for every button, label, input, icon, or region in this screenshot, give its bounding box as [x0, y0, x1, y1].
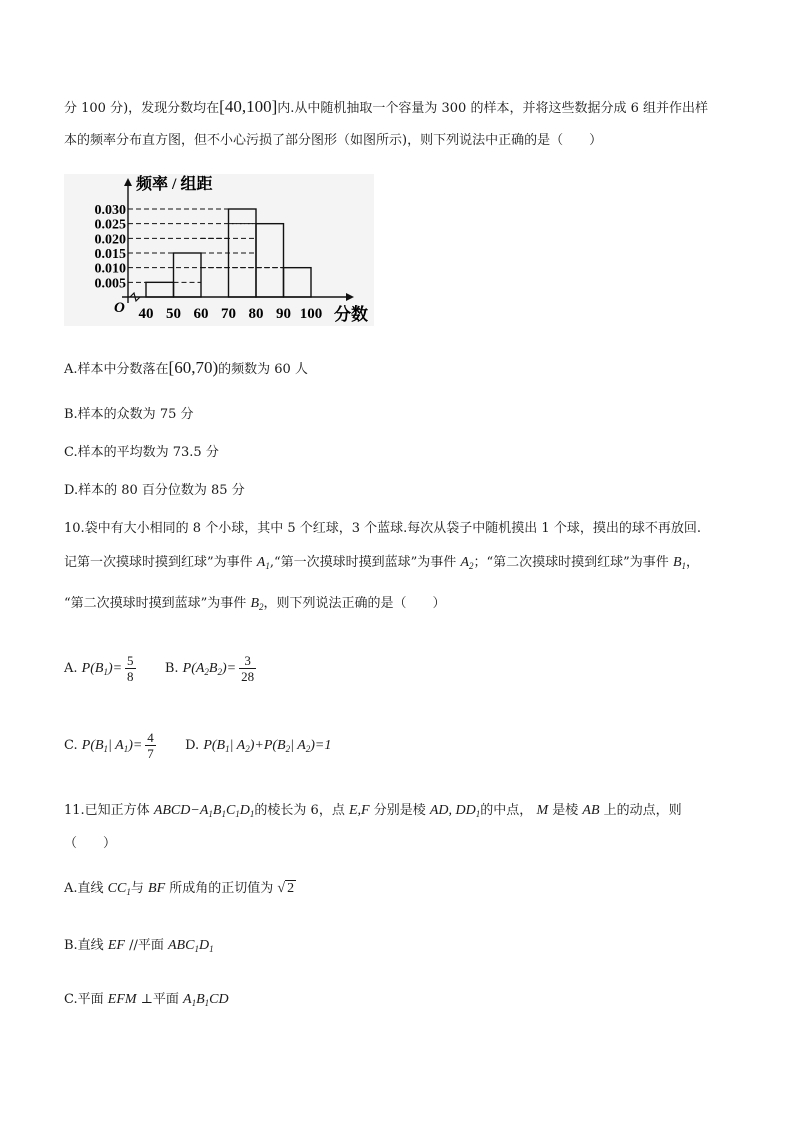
q11-text-a: 11.已知正方体 [64, 803, 150, 818]
q11-option-a [64, 879, 296, 902]
q10-text-a: 记第一次摸球时摸到红球”为事件 [64, 555, 253, 570]
q10-option-d-label: D. [185, 738, 200, 753]
q11-option-c-text: C.平面 [64, 992, 104, 1007]
y-tick-label: 0.015 [94, 247, 126, 262]
x-tick-label: 100 [299, 306, 323, 322]
event-b1: $B_1$ [672, 555, 686, 571]
q11-option-b-text: B.直线 [64, 938, 104, 953]
x-axis-title: 分数 [334, 305, 368, 324]
q9-intro-line-1 [64, 97, 708, 119]
point-m: M [536, 803, 549, 818]
q11-option-c [64, 990, 229, 1013]
q10-option-c-label: C. [64, 738, 78, 753]
q10-line-2 [64, 553, 699, 576]
plane-abc1d1: $ABC_1D_1$ [167, 938, 214, 954]
event-a1: $A_1$ [256, 555, 270, 571]
x-tick-label: 80 [248, 306, 264, 322]
q11-text-f: 上的动点，则 [603, 803, 682, 818]
q9-option-c: C.样本的平均数为 73.5 分 [64, 445, 219, 460]
q11-option-a-tail: 所成角的正切值为 [169, 881, 274, 896]
q11-line-2: （ ） [64, 836, 117, 851]
points-e-f: E,F [348, 803, 370, 818]
event-b2: $B_2$ [250, 596, 264, 612]
y-tick-label: 0.030 [94, 203, 126, 218]
q10-text-f: ，则下列说法正确的是（ ） [263, 596, 446, 611]
q9-intro-text-b: 内.从中随机抽取一个容量为 300 的样本，并将这些数据分成 6 组并作出样 [277, 101, 708, 116]
perpendicular-symbol: ⊥平面 [140, 992, 179, 1007]
q9-interval: [40,100] [219, 97, 278, 116]
q11-text-e: 是棱 [552, 803, 579, 818]
y-tick-label: 0.025 [94, 217, 126, 233]
line-cc1: $CC_1$ [107, 881, 131, 897]
event-a2: $A_2$ [460, 555, 474, 571]
q11-text-b: 的棱长为 6，点 [254, 803, 345, 818]
origin-label: O [114, 300, 125, 316]
q9-option-a [64, 358, 308, 380]
q10-options-cd [64, 729, 331, 766]
q9-option-a-tail: 的频数为 60 人 [218, 362, 308, 377]
edges-ad-dd1: AD, $DD_1$ [429, 803, 481, 819]
x-tick-label: 90 [276, 306, 291, 322]
y-tick-label: 0.020 [94, 232, 126, 248]
q10-option-a-label: A. [64, 661, 78, 676]
line-ef: EF [107, 938, 125, 953]
fraction: $\frac{4}{7}$ [147, 730, 154, 762]
q11-option-a-text: A.直线 [64, 881, 104, 896]
plane-efm: EFM [107, 992, 137, 1007]
q9-option-a-text: A.样本中分数落在 [64, 362, 169, 377]
q11-text-d: 的中点， [480, 803, 533, 818]
frequency-histogram [64, 174, 374, 326]
x-tick-label: 70 [221, 306, 236, 322]
q9-option-d: D.样本的 80 百分位数为 85 分 [64, 483, 245, 498]
fraction: $\frac{5}{8}$ [127, 653, 134, 685]
fraction: $\frac{3}{28}$ [241, 653, 255, 685]
y-tick-label: 0.005 [94, 276, 126, 292]
q10-options-ab [64, 652, 259, 689]
sqrt-expression: √ 2 [277, 881, 295, 896]
q10-line-1: 10.袋中有大小相同的 8 个小球，其中 5 个红球，3 个蓝球.每次从袋子中随机摸出 1 个球，摸出的球不再放回. [64, 521, 701, 536]
q10-text-e: “第二次摸球时摸到蓝球”为事件 [64, 596, 247, 611]
cube-name: $ABCD-A_1B_1C_1D_1$ [153, 803, 255, 819]
q10-option-a-formula: $P(B_1)=$ $\frac{5}{8}$ [81, 653, 134, 685]
q10-text-b: ,“第一次摸球时摸到蓝球”为事件 [269, 555, 457, 570]
q11-line-1 [64, 801, 682, 824]
q10-option-b-formula: $P(A_2B_2)=$ $\frac{3}{28}$ [182, 653, 255, 685]
q9-intro-text-a: 分 100 分)，发现分数均在 [64, 101, 220, 116]
q10-option-d-formula: $P(B_1|$ $A_2)+P(B_2|$ $A_2)=1$ [203, 738, 332, 754]
x-tick-label: 50 [166, 306, 181, 322]
edge-ab: AB [582, 803, 600, 818]
q10-line-3 [64, 594, 446, 617]
q10-option-b-label: B. [164, 661, 179, 676]
q9-option-a-interval: [60,70) [168, 358, 219, 377]
q11-option-a-mid: 与 [130, 881, 144, 896]
q10-text-c: ；“第二次摸球时摸到红球”为事件 [473, 555, 669, 570]
q9-intro-line-2: 本的频率分布直方图，但不小心污损了部分图形（如图所示)，则下列说法中正确的是（ ） [64, 133, 603, 148]
q11-option-b [64, 936, 214, 959]
plane-a1b1cd: $A_1B_1CD$ [183, 992, 229, 1008]
q11-text-c: 分别是棱 [373, 803, 426, 818]
x-tick-label: 60 [193, 306, 209, 322]
q10-text-d: ， [686, 555, 700, 570]
q10-option-c-formula: $P(B_1|$ $A_1)=$ $\frac{4}{7}$ [81, 730, 154, 762]
parallel-symbol: //平面 [129, 938, 164, 953]
y-tick-label: 0.010 [94, 261, 126, 277]
line-bf: BF [148, 881, 166, 896]
x-tick-label: 40 [138, 306, 154, 322]
q9-option-b: B.样本的众数为 75 分 [64, 407, 194, 422]
y-axis-title: 频率 / 组距 [136, 176, 213, 193]
